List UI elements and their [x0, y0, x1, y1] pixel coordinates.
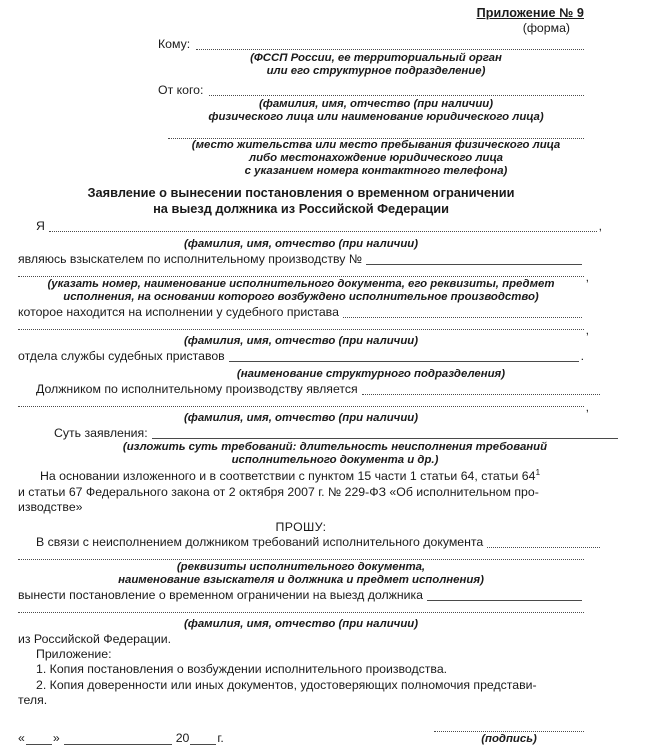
day-input[interactable]	[26, 733, 52, 745]
applicant-row	[18, 219, 602, 234]
department-period: .	[580, 348, 584, 363]
sender-label: От кого:	[158, 82, 204, 97]
bailiff-name-caption	[18, 331, 584, 349]
sender-caption-line-1: (фамилия, имя, отчество (при наличии)	[258, 97, 494, 110]
addressing-block	[18, 36, 584, 179]
legal-grounds-text-1: На основании изложенного и в соответствии с пунктом 15 части 1 статьи 64, статьи 64	[40, 469, 536, 484]
essence-row	[18, 426, 620, 441]
legal-grounds-line-1	[18, 469, 584, 484]
legal-grounds-paragraph	[18, 469, 584, 515]
year-input[interactable]	[190, 733, 216, 745]
sender-address-caption-line-3: с указанием номера контактного телефона)	[244, 165, 508, 178]
signature-input-line[interactable]	[434, 721, 584, 732]
essence-input[interactable]	[152, 427, 618, 439]
bailiff-name-input-part1[interactable]	[343, 306, 582, 318]
claimant-row	[18, 252, 584, 267]
sender-row	[18, 82, 584, 98]
claimant-label: являюсь взыскателем по исполнительному производству №	[18, 251, 363, 266]
year-prefix: 20	[175, 730, 190, 745]
request-document-input-part1[interactable]	[487, 536, 600, 548]
attachments-label: Приложение:	[36, 646, 112, 661]
page-title-line-2: на выезд должника из Российской Федерации	[153, 200, 449, 216]
proceeding-caption-line-1: (указать номер, наименование исполнительного документа, его реквизиты, предмет	[47, 277, 555, 290]
legal-grounds-line-2: и статьи 67 Федерального закона от 2 октября 2007 г. № 229-ФЗ «Об исполнительном про-	[18, 484, 539, 499]
from-rf-line: из Российской Федерации.	[18, 631, 172, 646]
sender-caption-line-2: физического лица или наименование юридического лица)	[208, 111, 544, 124]
decision-label: вынести постановление о временном ограничении на выезд должника	[18, 587, 423, 602]
addressee-row	[18, 36, 584, 52]
applicant-name-caption-text: (фамилия, имя, отчество (при наличии)	[183, 237, 419, 250]
addressee-label: Кому:	[158, 37, 191, 51]
bailiff-name-input-part2[interactable]	[18, 320, 584, 330]
debtor-name-input-part2[interactable]	[18, 397, 584, 407]
debtor-name-caption	[18, 408, 584, 426]
request-document-caption-line-2: наименование взыскателя и должника и предмет исполнения)	[118, 574, 484, 587]
proceeding-number-input[interactable]	[366, 253, 582, 265]
essence-caption-line-1: (изложить суть требований: длительность неисполнения требований	[122, 440, 548, 453]
essence-label: Суть заявления:	[54, 425, 148, 440]
document-header	[18, 6, 584, 35]
request-row	[18, 535, 602, 550]
request-heading: ПРОШУ:	[275, 519, 327, 534]
decision-row	[18, 588, 584, 603]
proceeding-details-input[interactable]	[18, 267, 584, 277]
date-quote-open: «	[18, 730, 25, 745]
addressee-caption-line-2: или его структурное подразделение)	[266, 65, 486, 78]
document-footer	[18, 721, 584, 745]
sender-address-input-line[interactable]	[168, 130, 584, 139]
date-quote-close: »	[52, 730, 60, 745]
debtor-name-input-part1[interactable]	[362, 383, 600, 395]
request-document-caption	[18, 561, 584, 588]
bailiff-name-caption-text: (фамилия, имя, отчество (при наличии)	[183, 334, 419, 347]
proceeding-caption-line-2: исполнения, на основании которого возбуждено исполнительное производство)	[63, 291, 539, 304]
addressee-input-line[interactable]	[196, 37, 584, 50]
decision-debtor-input-part1[interactable]	[427, 589, 582, 601]
request-document-caption-line-1: (реквизиты исполнительного документа,	[176, 560, 426, 573]
debtor-name-caption-text: (фамилия, имя, отчество (при наличии)	[183, 411, 419, 424]
document-body	[18, 218, 602, 709]
debtor-row	[18, 382, 602, 397]
decision-debtor-caption-text: (фамилия, имя, отчество (при наличии)	[183, 617, 419, 630]
bailiff-label: которое находится на исполнении у судебного пристава	[18, 304, 339, 319]
legal-article-superscript: 1	[535, 467, 541, 478]
appendix-number: Приложение № 9	[476, 6, 584, 20]
applicant-name-caption	[18, 234, 584, 252]
sender-address-caption-line-2: либо местонахождение юридического лица	[248, 152, 503, 165]
addressee-caption	[18, 52, 584, 79]
request-document-input-part2[interactable]	[18, 550, 584, 560]
applicant-label: Я	[36, 218, 45, 233]
sender-address-caption	[18, 139, 584, 179]
essence-caption	[18, 441, 618, 468]
date-line	[18, 731, 224, 745]
request-label: В связи с неисполнением должником требований исполнительного документа	[36, 534, 484, 549]
bailiff-row	[18, 305, 584, 320]
signature-caption: (подпись)	[481, 732, 537, 745]
attachment-item-2: 2. Копия доверенности или иных документов, удостоверяющих полномочия представи-	[36, 677, 537, 692]
applicant-comma: ,	[598, 218, 602, 233]
applicant-name-input[interactable]	[49, 220, 597, 232]
form-label: (форма)	[522, 21, 570, 35]
year-suffix: г.	[217, 730, 224, 745]
signature-block	[434, 721, 584, 745]
department-row	[18, 349, 584, 364]
department-caption	[18, 364, 654, 382]
department-name-input[interactable]	[229, 350, 579, 362]
page-title	[18, 185, 584, 217]
attachment-item-2-continuation: теля.	[18, 693, 48, 708]
department-caption-text: (наименование структурного подразделения)	[236, 367, 506, 380]
decision-debtor-input-part2[interactable]	[18, 603, 584, 613]
attachment-item-1: 1. Копия постановления о возбуждении исполнительного производства.	[36, 662, 448, 677]
debtor-label: Должником по исполнительному производству является	[36, 381, 358, 396]
page-title-line-1: Заявление о вынесении постановления о временном ограничении	[87, 184, 515, 200]
sender-caption	[18, 98, 584, 125]
month-input[interactable]	[64, 733, 172, 745]
addressee-caption-line-1: (ФССП России, ее территориальный орган	[250, 52, 502, 64]
proceeding-caption	[18, 278, 584, 305]
essence-caption-line-2: исполнительного документа и др.)	[231, 454, 439, 467]
department-label: отдела службы судебных приставов	[18, 348, 225, 363]
sender-address-caption-line-1: (место жительства или место пребывания физического лица	[191, 138, 561, 151]
decision-debtor-caption	[18, 614, 584, 632]
legal-grounds-line-3: изводстве»	[18, 500, 83, 515]
sender-input-line[interactable]	[209, 83, 584, 96]
